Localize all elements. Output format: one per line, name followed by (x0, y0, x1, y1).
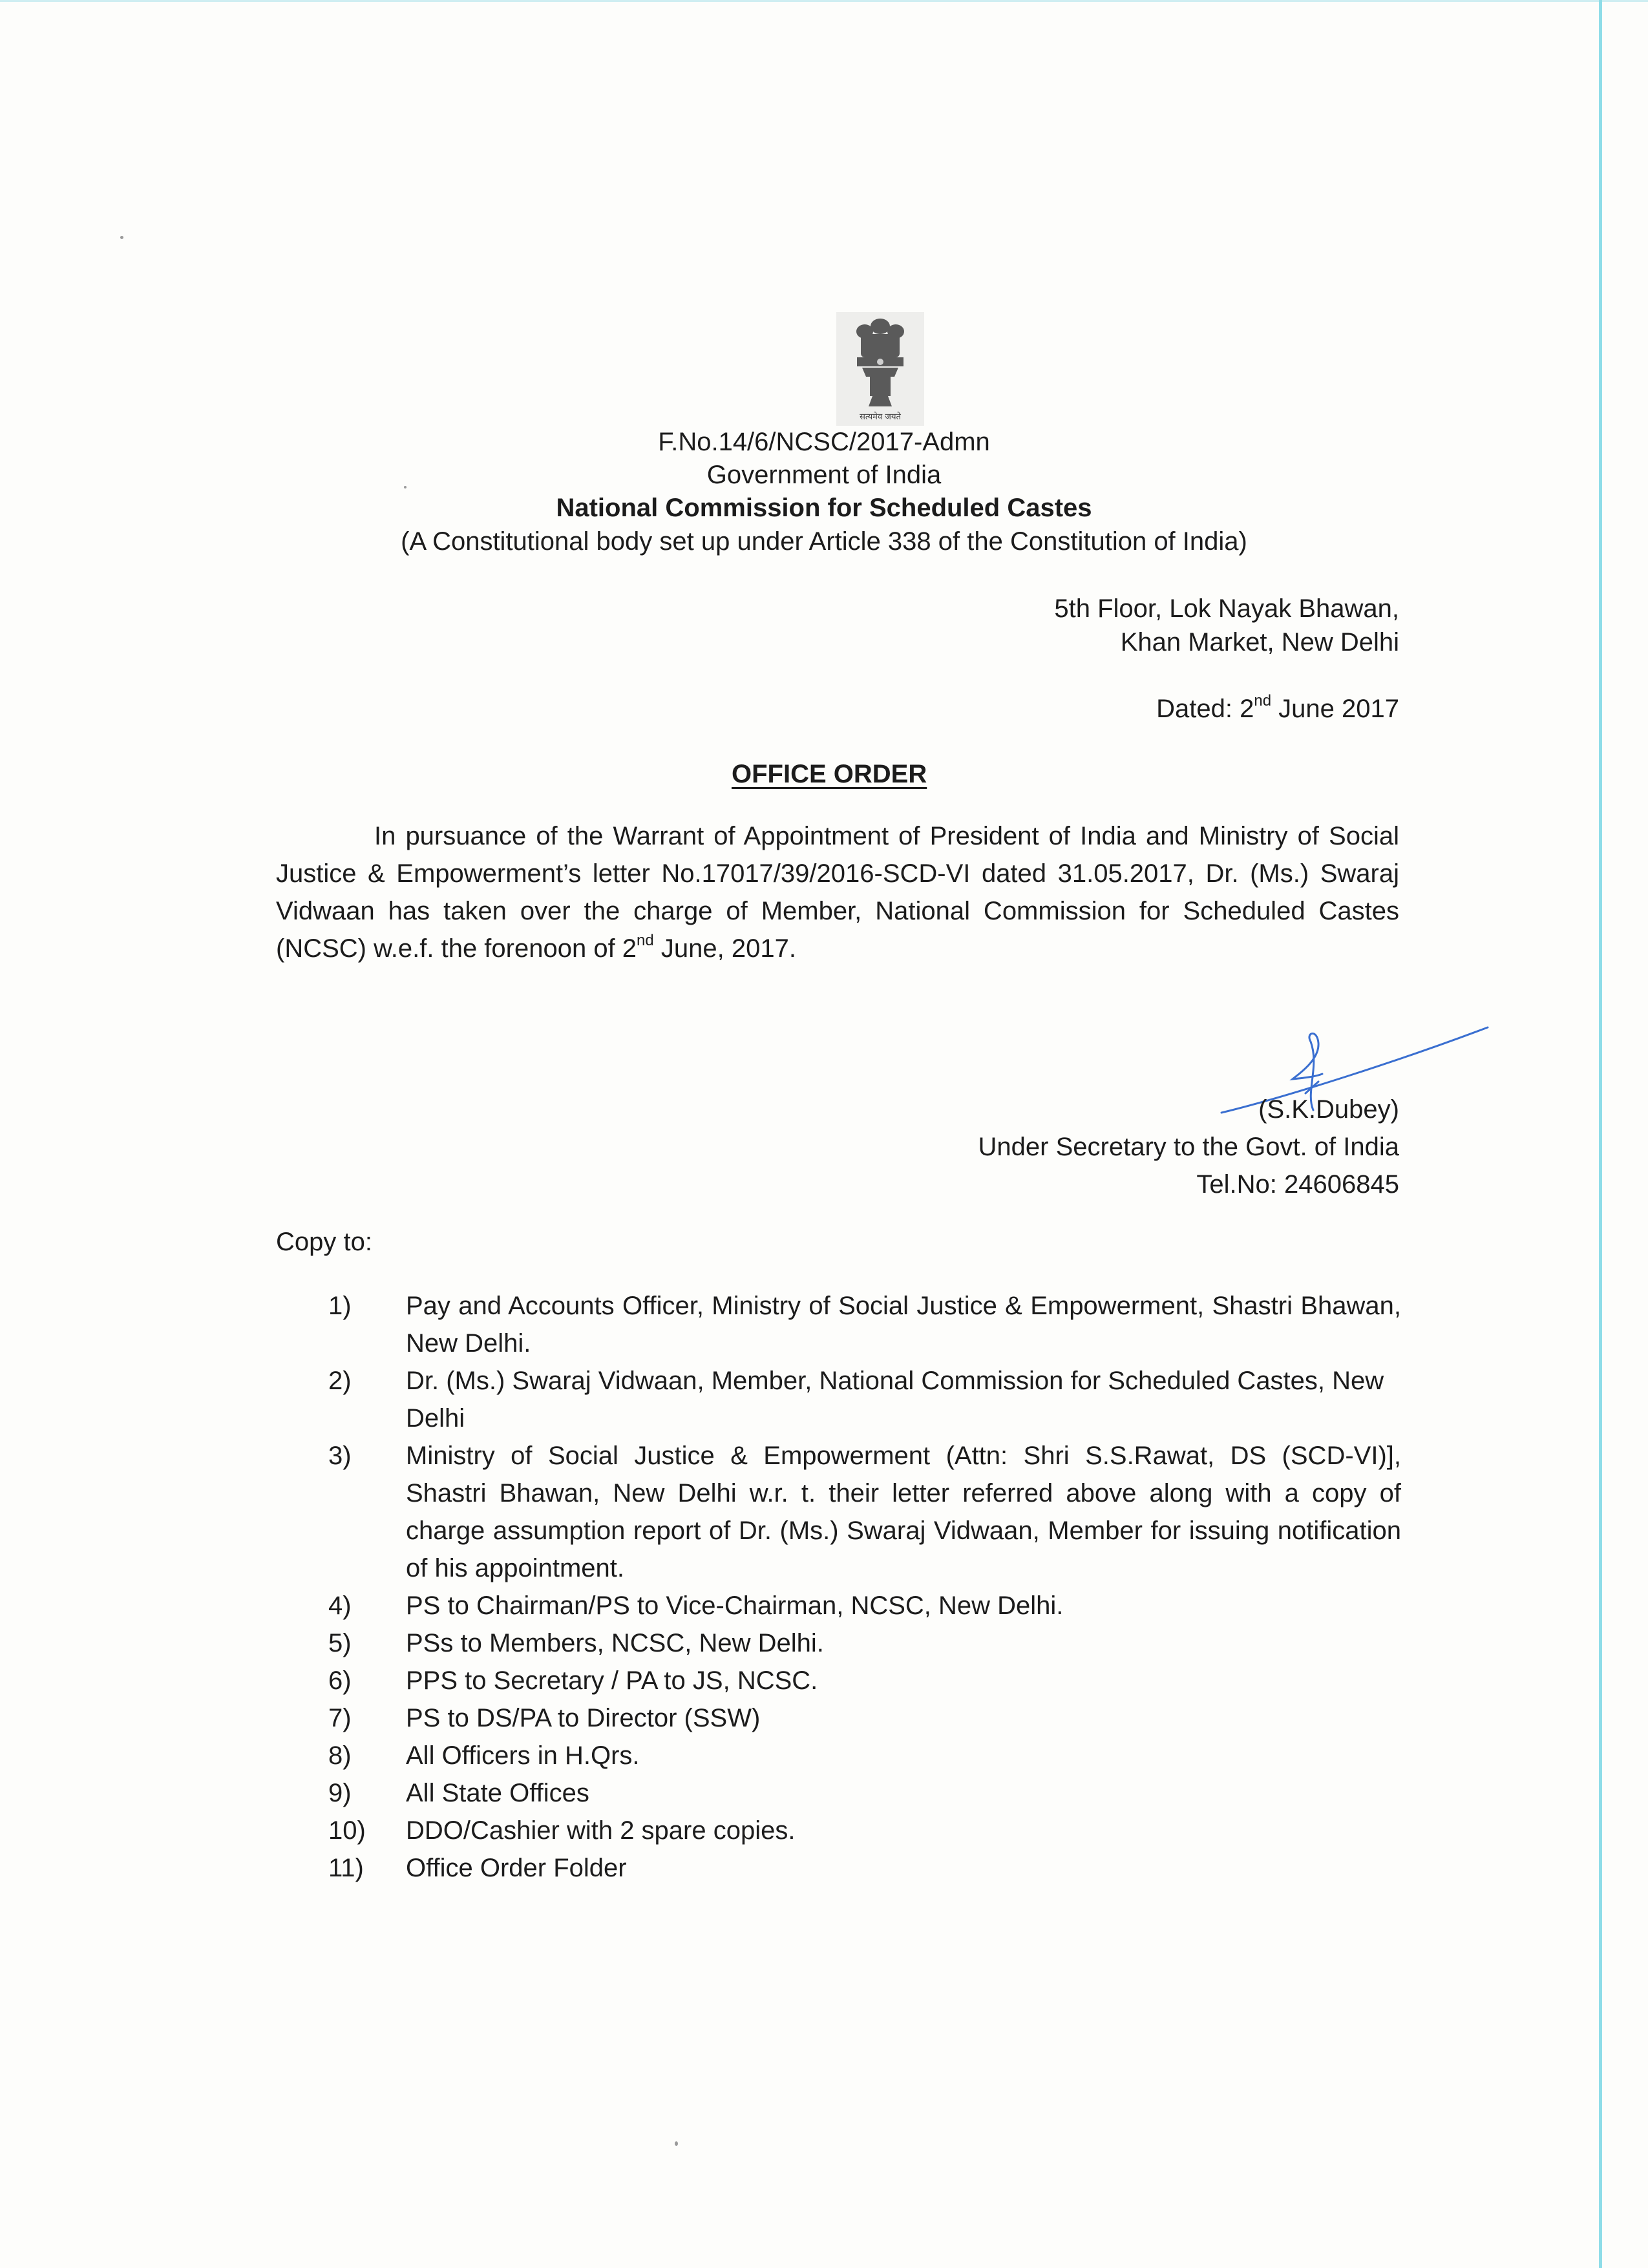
list-item-text: PPS to Secretary / PA to JS, NCSC. (406, 1666, 818, 1695)
date-suffix: June 2017 (1271, 695, 1399, 723)
list-item (328, 1287, 1401, 1362)
date-ordinal: nd (1254, 691, 1272, 709)
signatory-name: (S.K.Dubey) (1258, 1095, 1399, 1124)
state-emblem-icon (836, 312, 924, 426)
copy-to-list (328, 1287, 1401, 1887)
list-item (328, 1774, 1401, 1812)
list-item (328, 1624, 1401, 1662)
list-item (328, 1662, 1401, 1699)
list-item (328, 1362, 1401, 1437)
address-line-1: 5th Floor, Lok Nayak Bhawan, (1054, 594, 1399, 623)
commission-name: National Commission for Scheduled Castes (556, 494, 1092, 522)
list-item-number: 10) (328, 1816, 366, 1845)
signatory-telephone: Tel.No: 24606845 (1196, 1170, 1399, 1199)
document-date (1156, 692, 1399, 726)
list-item-text: All Officers in H.Qrs. (406, 1741, 640, 1770)
address-line-2: Khan Market, New Delhi (1120, 628, 1399, 656)
file-number: F.No.14/6/NCSC/2017-Admn (658, 428, 990, 456)
list-item-text: PS to DS/PA to Director (SSW) (406, 1704, 761, 1732)
list-item (328, 1849, 1401, 1887)
copy-to-label: Copy to: (276, 1228, 372, 1256)
list-item-text: PSs to Members, NCSC, New Delhi. (406, 1629, 824, 1657)
date-prefix: Dated: 2 (1156, 695, 1254, 723)
order-text-end: June, 2017. (653, 934, 796, 963)
signatory-block (978, 1091, 1399, 1203)
list-item-number: 11) (328, 1854, 364, 1882)
list-item (328, 1587, 1401, 1624)
list-item (328, 1737, 1401, 1774)
list-item-text: Ministry of Social Justice & Empowerment (Attn: Shri S.S.Rawat, DS (SCD-VI)], Shastri Bhawan, New Delhi w.r. t. their letter referred above along with a copy of charge assumption report of Dr. (Ms.) Swaraj Vidwaan, Member for issuing notification of his appointment. (406, 1442, 1401, 1582)
scan-speck (120, 236, 123, 239)
list-item (328, 1699, 1401, 1737)
scan-top-edge (0, 0, 1648, 2)
list-item (328, 1437, 1401, 1587)
constitutional-note: (A Constitutional body set up under Article 338 of the Constitution of India) (401, 527, 1247, 556)
scan-speck (675, 2141, 678, 2146)
document-title: OFFICE ORDER (732, 760, 927, 788)
list-item-number: 1) (328, 1292, 352, 1320)
list-item-number: 7) (328, 1704, 352, 1732)
list-item-text: Pay and Accounts Officer, Ministry of Social Justice & Empowerment, Shastri Bhawan, New Delhi. (406, 1292, 1401, 1358)
list-item (328, 1812, 1401, 1849)
signatory-designation: Under Secretary to the Govt. of India (978, 1133, 1399, 1161)
list-item-text: DDO/Cashier with 2 spare copies. (406, 1816, 796, 1845)
list-item-text: All State Offices (406, 1779, 589, 1807)
list-item-text: Dr. (Ms.) Swaraj Vidwaan, Member, National Commission for Scheduled Castes, New Delhi (406, 1367, 1384, 1433)
order-paragraph (276, 817, 1399, 967)
order-date-ordinal: nd (637, 931, 654, 949)
list-item-text: Office Order Folder (406, 1854, 627, 1882)
list-item-number: 2) (328, 1367, 352, 1395)
list-item-number: 6) (328, 1666, 352, 1695)
government-line: Government of India (706, 461, 942, 489)
list-item-number: 3) (328, 1442, 352, 1470)
list-item-text: PS to Chairman/PS to Vice-Chairman, NCSC, New Delhi. (406, 1591, 1064, 1620)
emblem-motto: सत्यमेव जयते (860, 412, 901, 422)
list-item-number: 9) (328, 1779, 352, 1807)
list-item-number: 4) (328, 1591, 352, 1620)
scan-right-edge (1599, 0, 1602, 2268)
order-text: In pursuance of the Warrant of Appointment of President of India and Ministry of Social Justice & Empowerment’s letter No.17017/39/2016-SCD-VI dated 31.05.2017, Dr. (Ms.) Swaraj Vidwaan has taken over the charge of Member, National Commission for Scheduled Castes (NCSC) w.e.f. the forenoon of 2 (276, 822, 1399, 963)
list-item-number: 5) (328, 1629, 352, 1657)
list-item-number: 8) (328, 1741, 352, 1770)
